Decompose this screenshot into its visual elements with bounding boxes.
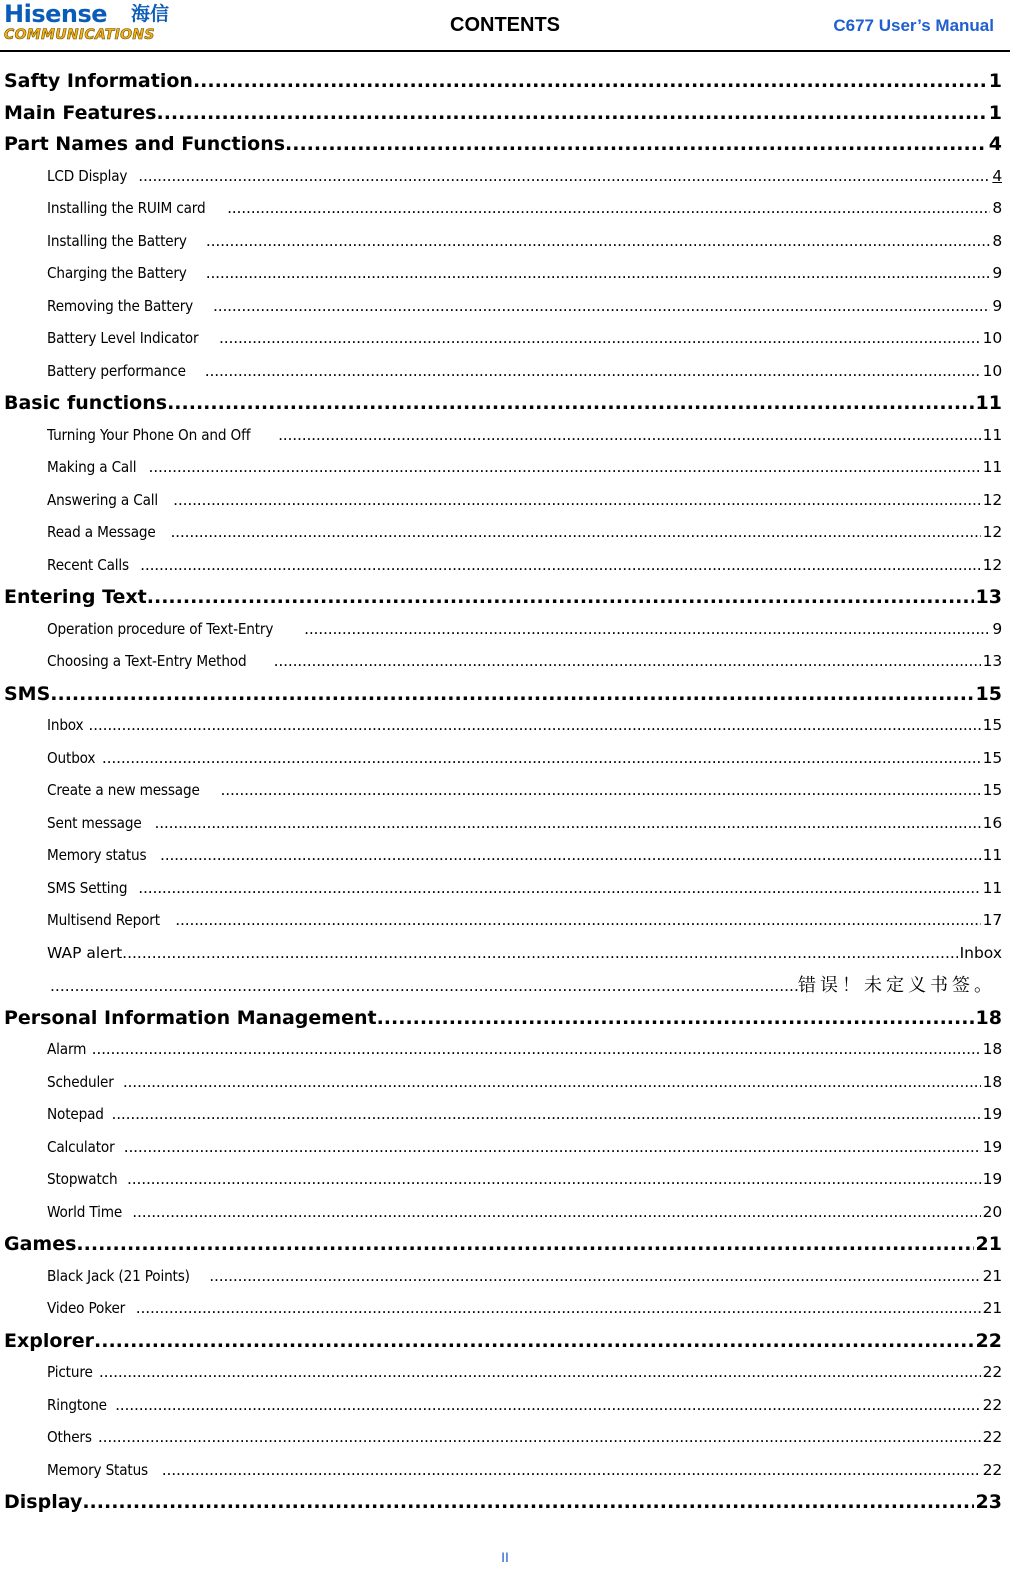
toc-leader: [76, 1229, 973, 1259]
toc-leader: [193, 66, 987, 96]
toc-page-number: 11: [982, 878, 1002, 897]
toc-leader: [377, 1003, 974, 1033]
toc-section-title: Installing the RUIM card: [47, 199, 206, 217]
toc-leader: [127, 1164, 981, 1195]
toc-page-number: 23: [975, 1491, 1002, 1513]
toc-leader: [50, 971, 798, 1002]
toc-section[interactable]: [0, 905, 1010, 938]
toc-section[interactable]: [0, 840, 1010, 873]
toc-section-title: Turning Your Phone On and Off: [47, 425, 251, 444]
toc-leader: [123, 1067, 981, 1098]
toc-section-title: Charging the Battery: [47, 264, 187, 282]
toc-leader: [162, 1455, 981, 1486]
toc-section-title: Picture: [47, 1363, 93, 1381]
toc-section-title: Calculator: [47, 1137, 115, 1156]
page-number-footer: II: [501, 1549, 509, 1565]
toc-section[interactable]: [0, 710, 1010, 743]
toc-section-title: Ringtone: [47, 1395, 107, 1414]
toc-leader: [140, 550, 981, 581]
toc-leader: [170, 517, 980, 548]
toc-chapter-title: Explorer: [4, 1329, 95, 1352]
toc-leader: [149, 452, 981, 483]
toc-section[interactable]: [0, 323, 1010, 356]
toc-chapter-basic-functions[interactable]: [0, 388, 1010, 420]
toc-leader: [278, 420, 981, 451]
toc-leader: [132, 1197, 980, 1228]
toc-section[interactable]: [0, 1067, 1010, 1100]
toc-section-title: Removing the Battery: [47, 296, 194, 315]
toc-page-number: 9: [992, 619, 1002, 638]
toc-leader: [274, 646, 981, 677]
toc-page-number: 4: [992, 166, 1002, 185]
toc-page-number: 12: [982, 490, 1002, 509]
toc-leader: [206, 258, 991, 289]
toc-chapter-title: Display: [4, 1491, 83, 1513]
toc-section-title: WAP alert: [47, 943, 123, 962]
toc-page-number: 10: [982, 329, 1002, 347]
toc-page-number: 9: [992, 264, 1002, 282]
toc-section[interactable]: [0, 646, 1010, 679]
toc-page-number: 17: [982, 911, 1002, 929]
toc-leader: [304, 614, 990, 645]
toc-section[interactable]: [0, 1455, 1010, 1488]
toc-leader: [220, 775, 980, 806]
toc-page-number: 22: [982, 1460, 1002, 1479]
toc-page-number: 19: [982, 1170, 1002, 1188]
toc-page-number: 11: [975, 392, 1002, 414]
toc-section-title: Answering a Call: [47, 490, 159, 509]
toc-section-title: Read a Message: [47, 523, 156, 541]
toc-section-title: Recent Calls: [47, 555, 129, 574]
toc-section-title: Scheduler: [47, 1072, 114, 1091]
toc-leader: [82, 1487, 973, 1517]
toc-section-title: SMS Setting: [47, 878, 128, 897]
toc-page-number: 15: [975, 682, 1002, 705]
bookmark-error-text: 错误！未定义书签。: [798, 975, 996, 996]
toc-section[interactable]: [0, 1357, 1010, 1390]
logo-subtitle: COMMUNICATIONS: [4, 27, 155, 43]
toc-page-number: 11: [982, 846, 1002, 864]
toc-chapter-title: Personal Information Management: [4, 1006, 377, 1029]
toc-section-title: Notepad: [47, 1105, 104, 1123]
table-of-contents: [0, 66, 1010, 1519]
toc-section-title: Battery Level Indicator: [47, 329, 199, 347]
toc-page-number: 8: [992, 231, 1002, 250]
toc-section-title: Operation procedure of Text-Entry: [47, 619, 274, 638]
toc-page-number: 1: [988, 70, 1002, 92]
toc-section-title: Making a Call: [47, 458, 137, 476]
toc-section[interactable]: [0, 356, 1010, 389]
toc-section[interactable]: [0, 517, 1010, 550]
toc-section-title: Memory status: [47, 846, 147, 864]
toc-leader: [102, 743, 981, 774]
toc-leader: [94, 1326, 974, 1356]
toc-chapter-safty[interactable]: [0, 66, 1010, 98]
toc-section[interactable]: [0, 743, 1010, 776]
toc-leader: [205, 356, 981, 387]
page-header: [0, 0, 1010, 52]
toc-page-number: 13: [975, 586, 1002, 608]
toc-chapter-explorer[interactable]: [0, 1326, 1010, 1358]
toc-leader: [175, 905, 980, 936]
toc-chapter-title: Basic functions: [4, 392, 168, 414]
toc-chapter-pim[interactable]: [0, 1003, 1010, 1035]
toc-page-number: 15: [982, 781, 1002, 799]
toc-page-number: 9: [992, 296, 1002, 315]
toc-section[interactable]: [0, 226, 1010, 259]
page-title: CONTENTS: [450, 14, 560, 36]
toc-page-number: 1: [988, 101, 1002, 124]
toc-leader: [92, 1034, 981, 1065]
toc-page-number: 15: [982, 716, 1002, 734]
toc-page-number: 13: [982, 652, 1002, 670]
toc-chapter-main-features[interactable]: [0, 98, 1010, 130]
toc-section[interactable]: [0, 291, 1010, 324]
toc-section-title: Outbox: [47, 748, 96, 767]
toc-leader: [98, 1422, 981, 1453]
toc-leader: [160, 840, 981, 871]
toc-page-number: 18: [975, 1006, 1002, 1029]
toc-page-number: 4: [988, 133, 1002, 155]
toc-leader: [88, 710, 980, 741]
toc-leader: [173, 485, 981, 516]
toc-leader: [167, 388, 973, 418]
toc-page-number: Inbox: [959, 943, 1002, 962]
toc-page-number: 18: [982, 1072, 1002, 1091]
toc-section[interactable]: [0, 1132, 1010, 1165]
toc-page-number: 16: [982, 813, 1002, 832]
toc-section[interactable]: [0, 1197, 1010, 1230]
toc-page-number: 15: [982, 748, 1002, 767]
toc-section[interactable]: [0, 1390, 1010, 1423]
toc-section[interactable]: [0, 873, 1010, 906]
toc-chapter-entering-text[interactable]: [0, 582, 1010, 614]
toc-leader: [156, 98, 986, 128]
toc-leader: [122, 938, 957, 969]
toc-section[interactable]: [0, 1034, 1010, 1067]
toc-section-title: Create a new message: [47, 781, 200, 799]
toc-section[interactable]: [0, 1293, 1010, 1326]
toc-leader: [99, 1357, 981, 1388]
toc-page-number: 20: [982, 1202, 1002, 1221]
toc-page-number: 22: [982, 1428, 1002, 1446]
toc-section-title: Memory Status: [47, 1460, 148, 1479]
toc-page-number: 22: [982, 1395, 1002, 1414]
toc-section[interactable]: [0, 258, 1010, 291]
toc-page-number: 18: [982, 1040, 1002, 1058]
toc-section[interactable]: [0, 550, 1010, 583]
toc-section-title: Installing the Battery: [47, 231, 187, 250]
hisense-logo: [4, 2, 194, 46]
logo-brand-cn: 海信: [131, 3, 170, 25]
toc-page-number: 19: [982, 1105, 1002, 1123]
toc-section-wap-alert-continuation: [0, 970, 1010, 1003]
manual-title: C677 User’s Manual: [833, 16, 994, 35]
toc-section-title: Stopwatch: [47, 1170, 118, 1188]
toc-page-number: 21: [982, 1266, 1002, 1285]
toc-section[interactable]: [0, 775, 1010, 808]
toc-section[interactable]: [0, 1099, 1010, 1132]
toc-chapter-title: SMS: [4, 682, 51, 705]
toc-chapter-title: Entering Text: [4, 586, 147, 608]
toc-leader: [227, 193, 990, 224]
toc-section[interactable]: [0, 1164, 1010, 1197]
toc-leader: [213, 291, 990, 322]
toc-page-number: 21: [975, 1233, 1002, 1255]
toc-section-title: Battery performance: [47, 361, 186, 380]
toc-page-number: 12: [982, 523, 1002, 541]
toc-leader: [124, 1132, 981, 1163]
toc-leader: [115, 1390, 981, 1421]
toc-section-title: World Time: [47, 1202, 123, 1221]
toc-chapter-title: Safty Information: [4, 70, 193, 92]
toc-leader: [206, 226, 990, 257]
toc-section-title: Others: [47, 1428, 92, 1446]
logo-brand: Hisense: [4, 0, 108, 28]
toc-page-number: 22: [975, 1329, 1002, 1352]
toc-section-title: Alarm: [47, 1040, 87, 1058]
toc-chapter-part-names[interactable]: [0, 129, 1010, 161]
toc-leader: [219, 323, 981, 354]
toc-leader: [50, 679, 973, 709]
toc-page-number: 19: [982, 1137, 1002, 1156]
toc-section-title: Sent message: [47, 813, 142, 832]
toc-chapter-title: Part Names and Functions: [4, 133, 286, 155]
toc-chapter-display[interactable]: [0, 1487, 1010, 1519]
toc-section[interactable]: [0, 614, 1010, 647]
toc-section-title: Inbox: [47, 716, 84, 734]
toc-leader: [138, 873, 980, 904]
toc-page-number: 12: [982, 555, 1002, 574]
toc-chapter-games[interactable]: [0, 1229, 1010, 1261]
toc-leader: [138, 161, 990, 192]
toc-leader: [111, 1099, 980, 1130]
toc-leader: [136, 1293, 981, 1324]
toc-leader: [154, 808, 980, 839]
toc-page-number: 11: [982, 425, 1002, 444]
toc-section[interactable]: [0, 1422, 1010, 1455]
toc-page-number: 22: [982, 1363, 1002, 1381]
toc-section-wap-alert[interactable]: [0, 938, 1010, 971]
toc-section[interactable]: [0, 193, 1010, 226]
toc-section[interactable]: [0, 161, 1010, 194]
toc-section-title: Video Poker: [47, 1299, 126, 1317]
toc-section[interactable]: [0, 808, 1010, 841]
toc-section-title: LCD Display: [47, 166, 128, 185]
toc-chapter-sms[interactable]: [0, 679, 1010, 711]
toc-section[interactable]: [0, 452, 1010, 485]
toc-leader: [147, 582, 974, 612]
toc-page-number: 10: [982, 361, 1002, 380]
toc-leader: [209, 1261, 980, 1292]
toc-page-number: 11: [982, 458, 1002, 476]
toc-section[interactable]: [0, 1261, 1010, 1294]
toc-section-title: Choosing a Text-Entry Method: [47, 652, 247, 670]
toc-chapter-title: Main Features: [4, 101, 157, 124]
toc-section-title: Multisend Report: [47, 911, 160, 929]
toc-chapter-title: Games: [4, 1233, 77, 1255]
toc-section[interactable]: [0, 485, 1010, 518]
toc-section[interactable]: [0, 420, 1010, 453]
toc-section-title: Black Jack (21 Points): [47, 1266, 190, 1285]
toc-leader: [285, 129, 987, 159]
toc-page-number: 8: [992, 199, 1002, 217]
toc-page-number: 21: [982, 1299, 1002, 1317]
